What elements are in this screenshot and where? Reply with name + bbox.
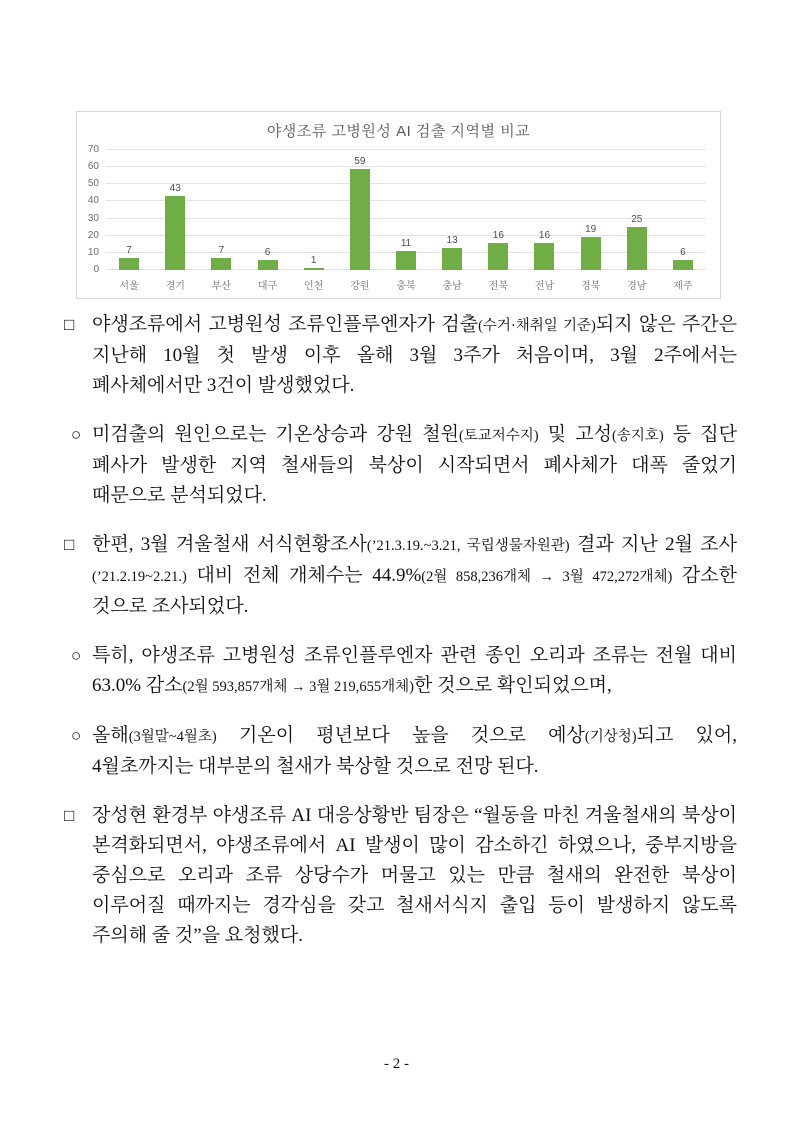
bar-value-label: 16	[538, 229, 551, 241]
x-tick-label: 경남	[627, 281, 647, 292]
bar-column-경기	[152, 136, 198, 270]
bar-column-전북	[475, 136, 521, 270]
text-segment: 한 것으로 확인되었으며,	[414, 675, 612, 696]
bar-columns	[106, 136, 706, 270]
chart-bar-충북	[396, 251, 416, 270]
x-tick-label: 경기	[165, 281, 185, 292]
ai-detection-bar-chart	[76, 111, 721, 299]
text-segment: (’21.3.19.~3.21, 국립생물자원관)	[366, 538, 570, 554]
y-tick-label: 0	[93, 264, 99, 275]
text-segment: 감소한 것으로 조사되었다.	[92, 565, 737, 617]
bar-value-label: 7	[218, 245, 225, 256]
text-segment: 기온이 평년보다 높을 것으로 예상	[216, 725, 585, 746]
chart-title: 야생조류 고병원성 AI 검출 지역별 비교	[266, 123, 531, 140]
text-segment: (송지호)	[611, 428, 664, 444]
bar-column-경남	[614, 136, 660, 270]
bar-column-강원	[337, 136, 383, 270]
bar-value-label: 7	[126, 245, 132, 256]
bar-value-label: 19	[585, 224, 597, 236]
chart-bar-제주	[673, 260, 693, 270]
text-segment: 대비 전체 개체수는 44.9%	[186, 565, 422, 586]
text-segment: 등 집단 폐사가 발생한 지역 철새들의 북상이 시작되면서 폐사체가 대폭 줄었기 때문으로 분석되었다.	[92, 424, 738, 506]
text-segment: (3월말~4월초)	[128, 729, 217, 745]
x-tick-label: 대구	[257, 281, 278, 292]
text-segment: 장성현 환경부 야생조류 AI 대응상황반 팀장은 “월동을 마친 겨울철새의 북상이 본격화되면서, 야생조류에서 AI 발생이 많이 감소하긴 하였으나, 중부지방을 중심으로 오리과 조류 상당수가 머물고 있는 만큼 철새의 완전한 북상이 이루어질 때까지는 경각심을 갖고 철새서식지 출입 등이 발생하지 않도록 주의해 줄 것”을 요청했다.	[92, 805, 737, 946]
y-tick-label: 50	[87, 178, 99, 190]
bar-column-제주	[660, 136, 706, 270]
text-segment: (토교저수지)	[458, 428, 539, 444]
y-tick-label: 30	[87, 212, 99, 224]
x-tick-label: 전북	[488, 281, 508, 292]
text-segment: 한편, 3월 겨울철새 서식현황조사	[92, 534, 367, 555]
bar-value-label: 6	[680, 246, 686, 258]
chart-bar-충남	[442, 248, 462, 270]
bar-column-충북	[383, 136, 429, 270]
page-number: - 2 -	[384, 1056, 409, 1072]
chart-bar-부산	[211, 258, 231, 270]
bar-column-부산	[198, 136, 244, 270]
x-tick-label: 부산	[211, 281, 232, 292]
bar-value-label: 59	[354, 155, 366, 167]
circle-bullet: ○	[71, 646, 82, 665]
y-tick-label: 60	[87, 161, 99, 173]
chart-bar-경기	[165, 196, 185, 270]
square-bullet: □	[64, 806, 75, 825]
paragraph-3	[64, 530, 737, 622]
text-segment: 야생조류에서 고병원성 조류인플루엔자가 검출	[92, 314, 479, 335]
bar-value-label: 25	[631, 214, 643, 226]
document-body	[64, 310, 737, 970]
bar-column-서울	[106, 136, 152, 270]
bar-value-label: 6	[264, 246, 271, 258]
y-tick-label: 40	[87, 195, 99, 207]
x-tick-label: 인천	[304, 281, 324, 292]
text-segment: 되지 않은 주간은 지난해 10월 첫 발생 이후 올해 3월 3주가 처음이며, 3월 2주에서는 폐사체에서만 3건이 발생했었다.	[92, 314, 737, 396]
text-segment: 되고 있어, 4월초까지는 대부분의 철새가 북상할 것으로 전망 된다.	[92, 725, 737, 777]
text-segment: (2월 593,857개체 → 3월 219,655개체)	[182, 679, 414, 695]
bar-value-label: 1	[310, 255, 317, 267]
circle-bullet: ○	[71, 726, 82, 745]
chart-bar-서울	[119, 258, 139, 270]
text-segment: (’21.2.19~2.21.)	[92, 569, 187, 585]
x-tick-label: 경북	[580, 281, 601, 292]
text-segment: (기상청)	[584, 729, 637, 745]
y-tick-label: 70	[87, 144, 99, 155]
x-tick-label: 충남	[442, 281, 462, 292]
chart-bar-대구	[258, 260, 278, 270]
y-tick-label: 10	[87, 246, 99, 258]
x-tick-label: 전남	[534, 281, 555, 292]
paragraph-5	[64, 721, 737, 782]
bar-value-label: 43	[169, 183, 181, 195]
square-bullet: □	[64, 535, 75, 554]
chart-bar-경남	[627, 227, 647, 270]
chart-bar-전남	[534, 243, 554, 270]
y-tick-label: 20	[87, 229, 99, 241]
square-bullet: □	[64, 315, 75, 334]
x-tick-label: 충북	[396, 281, 416, 292]
paragraph-4	[64, 641, 737, 702]
bar-column-전남	[521, 136, 567, 270]
chart-bar-강원	[350, 169, 370, 270]
paragraph-1	[64, 310, 737, 401]
bar-value-label: 16	[492, 229, 504, 241]
text-segment: (수거·채취일 기준)	[478, 318, 596, 334]
paragraph-6	[64, 801, 737, 951]
bar-column-대구	[244, 136, 290, 270]
text-segment: 및 고성	[538, 424, 612, 445]
chart-bar-인천	[304, 268, 324, 270]
text-segment: 결과 지난 2월 조사	[569, 534, 737, 555]
text-segment: 미검출의 원인으로는 기온상승과 강원 철원	[92, 424, 459, 445]
bar-value-label: 11	[400, 238, 412, 250]
x-tick-label: 제주	[673, 281, 693, 292]
paragraph-2	[64, 420, 737, 511]
x-tick-label: 강원	[350, 281, 370, 292]
text-segment: 특히, 야생조류 고병원성 조류인플루엔자 관련 종인 오리과 조류는 전월 대비 63.0% 감소	[92, 645, 737, 696]
chart-x-axis-labels	[106, 277, 706, 292]
circle-bullet: ○	[71, 425, 82, 444]
bar-column-충남	[429, 136, 475, 270]
bar-value-label: 13	[446, 234, 458, 246]
text-segment: (2월 858,236개체 → 3월 472,272개체)	[421, 569, 673, 585]
x-tick-label: 서울	[119, 281, 139, 292]
chart-bar-경북	[581, 237, 601, 270]
bar-column-인천	[291, 136, 337, 270]
chart-plot-area	[87, 144, 706, 275]
text-segment: 올해	[92, 725, 129, 746]
chart-bar-전북	[488, 243, 508, 270]
bar-column-경북	[568, 136, 614, 270]
